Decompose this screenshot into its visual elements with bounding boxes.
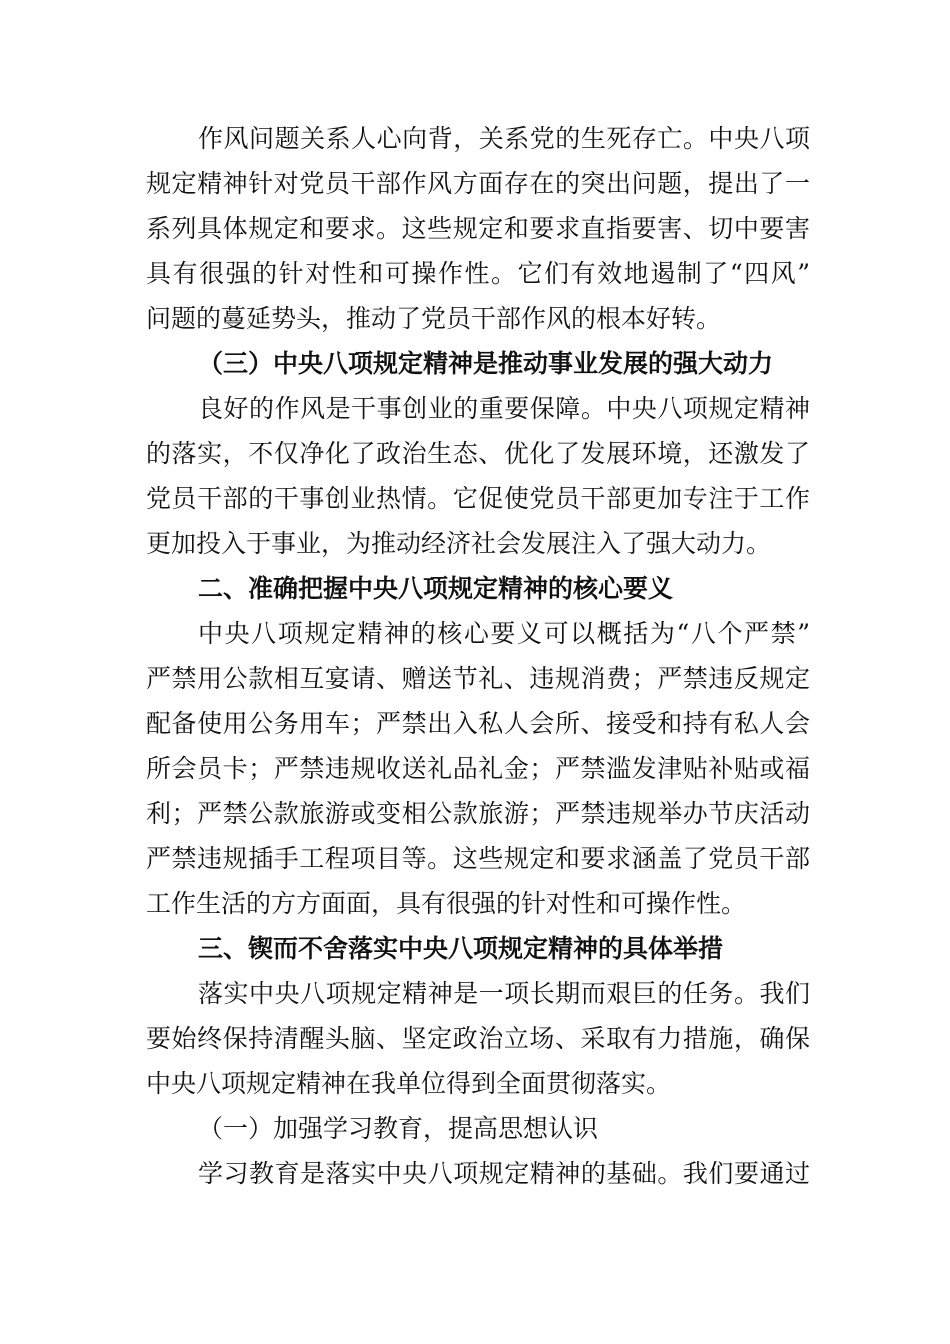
section-heading: 二、准确把握中央八项规定精神的核心要义: [198, 574, 674, 603]
paragraph-line: 严禁违规插手工程项目等。这些规定和要求涵盖了党员干部: [146, 844, 810, 873]
paragraph-line: 作风问题关系人心向背，关系党的生死存亡。中央八项: [198, 124, 810, 153]
subsection-heading: （三）中央八项规定精神是推动事业发展的强大动力: [198, 349, 774, 378]
paragraph-line: 更加投入于事业，为推动经济社会发展注入了强大动力。: [146, 529, 772, 558]
paragraph-line: 规定精神针对党员干部作风方面存在的突出问题，提出了一: [146, 169, 810, 198]
paragraph-line: 工作生活的方方面面，具有很强的针对性和可操作性。: [146, 889, 747, 918]
paragraph-line: 配备使用公务用车；严禁出入私人会所、接受和持有私人会: [146, 709, 810, 738]
paragraph-line: 党员干部的干事创业热情。它促使党员干部更加专注于工作: [146, 484, 810, 513]
paragraph-line: 系列具体规定和要求。这些规定和要求直指要害、切中要害: [146, 214, 810, 243]
paragraph-line: 学习教育是落实中央八项规定精神的基础。我们要通过: [198, 1159, 810, 1188]
paragraph-line: 严禁用公款相互宴请、赠送节礼、违规消费；严禁违反规定: [146, 664, 810, 693]
paragraph-line: 的落实，不仅净化了政治生态、优化了发展环境，还激发了: [146, 439, 810, 468]
section-heading: 三、锲而不舍落实中央八项规定精神的具体举措: [198, 934, 724, 963]
paragraph-line: 问题的蔓延势头，推动了党员干部作风的根本好转。: [146, 304, 722, 333]
paragraph-line: 良好的作风是干事创业的重要保障。中央八项规定精神: [198, 394, 810, 423]
paragraph-line: 中央八项规定精神在我单位得到全面贯彻落实。: [146, 1069, 672, 1098]
paragraph-line: 所会员卡；严禁违规收送礼品礼金；严禁滥发津贴补贴或福: [146, 754, 810, 783]
paragraph-line: 要始终保持清醒头脑、坚定政治立场、采取有力措施，确保: [146, 1024, 810, 1053]
paragraph-line: 落实中央八项规定精神是一项长期而艰巨的任务。我们: [198, 979, 810, 1008]
paragraph-line: 具有很强的针对性和可操作性。它们有效地遏制了“四风”: [146, 259, 810, 288]
paragraph-line: 利；严禁公款旅游或变相公款旅游；严禁违规举办节庆活动: [146, 799, 810, 828]
paragraph-line: 中央八项规定精神的核心要义可以概括为“八个严禁”: [198, 619, 810, 648]
subsection-heading: （一）加强学习教育，提高思想认识: [198, 1114, 599, 1143]
